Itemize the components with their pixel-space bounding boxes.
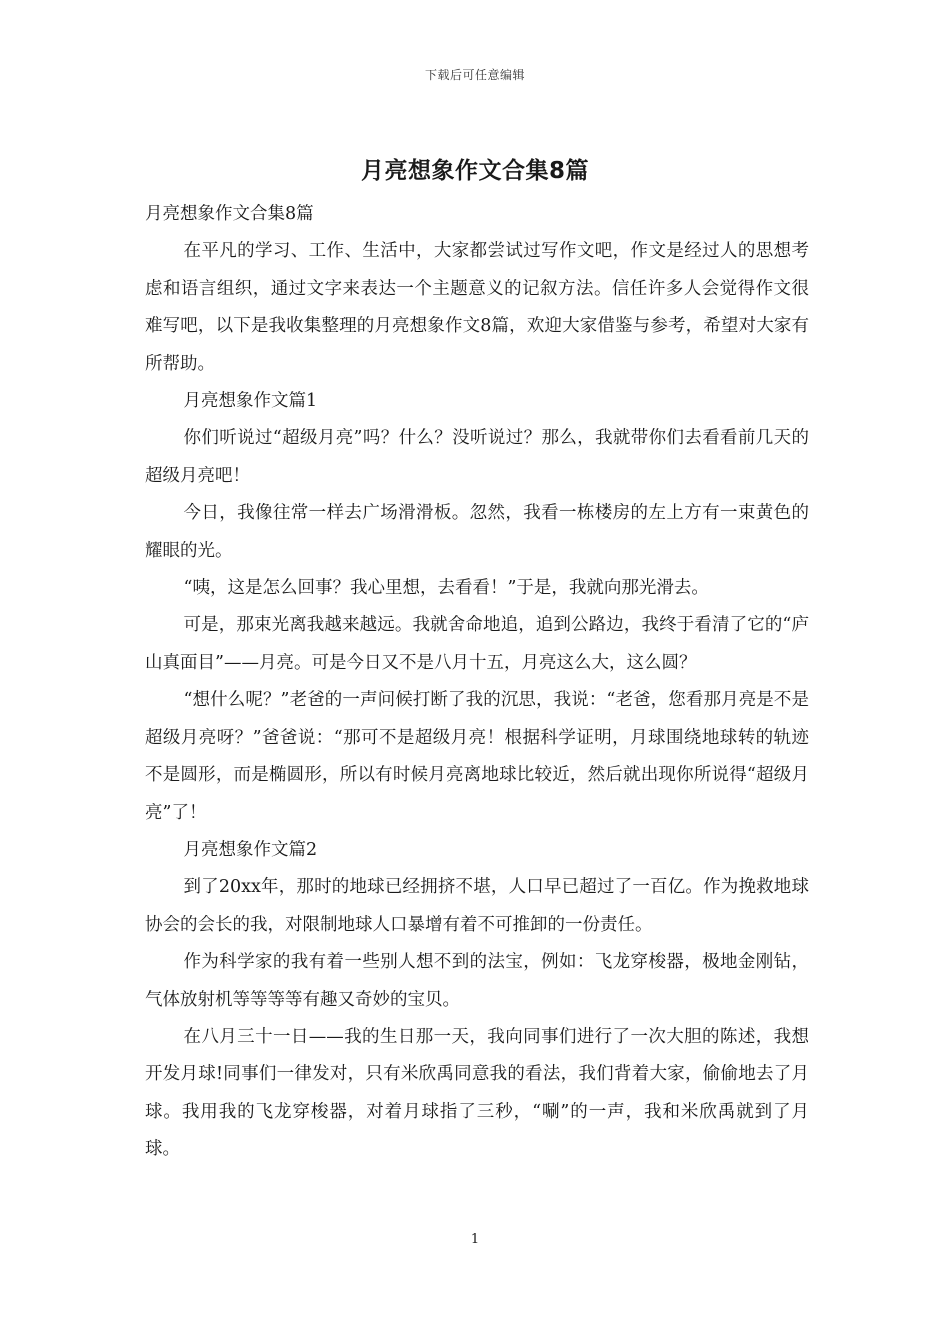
paragraph: 在八月三十一日——我的生日那一天，我向同事们进行了一次大胆的陈述，我想开发月球!同事们一律发对，只有米欣禹同意我的看法，我们背着大家，偷偷地去了月球。我用我的飞龙穿梭器，对着月球指了三秒，“唰”的一声，我和米欣禹就到了月球。 — [145, 1026, 809, 1160]
paragraph: 可是，那束光离我越来越远。我就舍命地追，追到公路边，我终于看清了它的“庐山真面目”——月亮。可是今日又不是八月十五，月亮这么大，这么圆？ — [145, 615, 809, 673]
paragraph: “想什么呢？”老爸的一声问候打断了我的沉思，我说：“老爸，您看那月亮是不是超级月亮呀？”爸爸说：“那可不是超级月亮！根据科学证明，月球围绕地球转的轨迹不是圆形，而是椭圆形，所以有时候月亮离地球比较近，然后就出现你所说得“超级月亮”了！ — [145, 690, 809, 823]
intro-paragraph: 在平凡的学习、工作、生活中，大家都尝试过写作文吧，作文是经过人的思想考虑和语言组织，通过文字来表达一个主题意义的记叙方法。信任许多人会觉得作文很难写吧，以下是我收集整理的月亮想象作文8篇，欢迎大家借鉴与参考，希望对大家有所帮助。 — [145, 241, 809, 374]
paragraph: 作为科学家的我有着一些别人想不到的法宝，例如：飞龙穿梭器，极地金刚钻，气体放射机等等等等有趣又奇妙的宝贝。 — [145, 952, 809, 1010]
page-number: 1 — [470, 1232, 480, 1247]
paragraph: 到了20xx年，那时的地球已经拥挤不堪，人口早已超过了一百亿。作为挽救地球协会的会长的我，对限制地球人口暴增有着不可推卸的一份责任。 — [145, 877, 809, 935]
page-header: 下载后可任意编辑 — [424, 68, 525, 82]
section-heading-1: 月亮想象作文篇1 — [183, 391, 318, 412]
document-body — [145, 196, 809, 1169]
document-title: 月亮想象作文合集8篇 — [360, 158, 589, 184]
subtitle-paragraph: 月亮想象作文合集8篇 — [145, 204, 314, 224]
paragraph: 今日，我像往常一样去广场滑滑板。忽然，我看一栋楼房的左上方有一束黄色的耀眼的光。 — [145, 503, 809, 561]
paragraph: “咦，这是怎么回事？我心里想，去看看！”于是，我就向那光滑去。 — [183, 578, 709, 599]
paragraph: 你们听说过“超级月亮”吗？什么？没听说过？那么，我就带你们去看看前几天的超级月亮吧！ — [145, 428, 809, 486]
section-heading-2: 月亮想象作文篇2 — [183, 839, 318, 860]
